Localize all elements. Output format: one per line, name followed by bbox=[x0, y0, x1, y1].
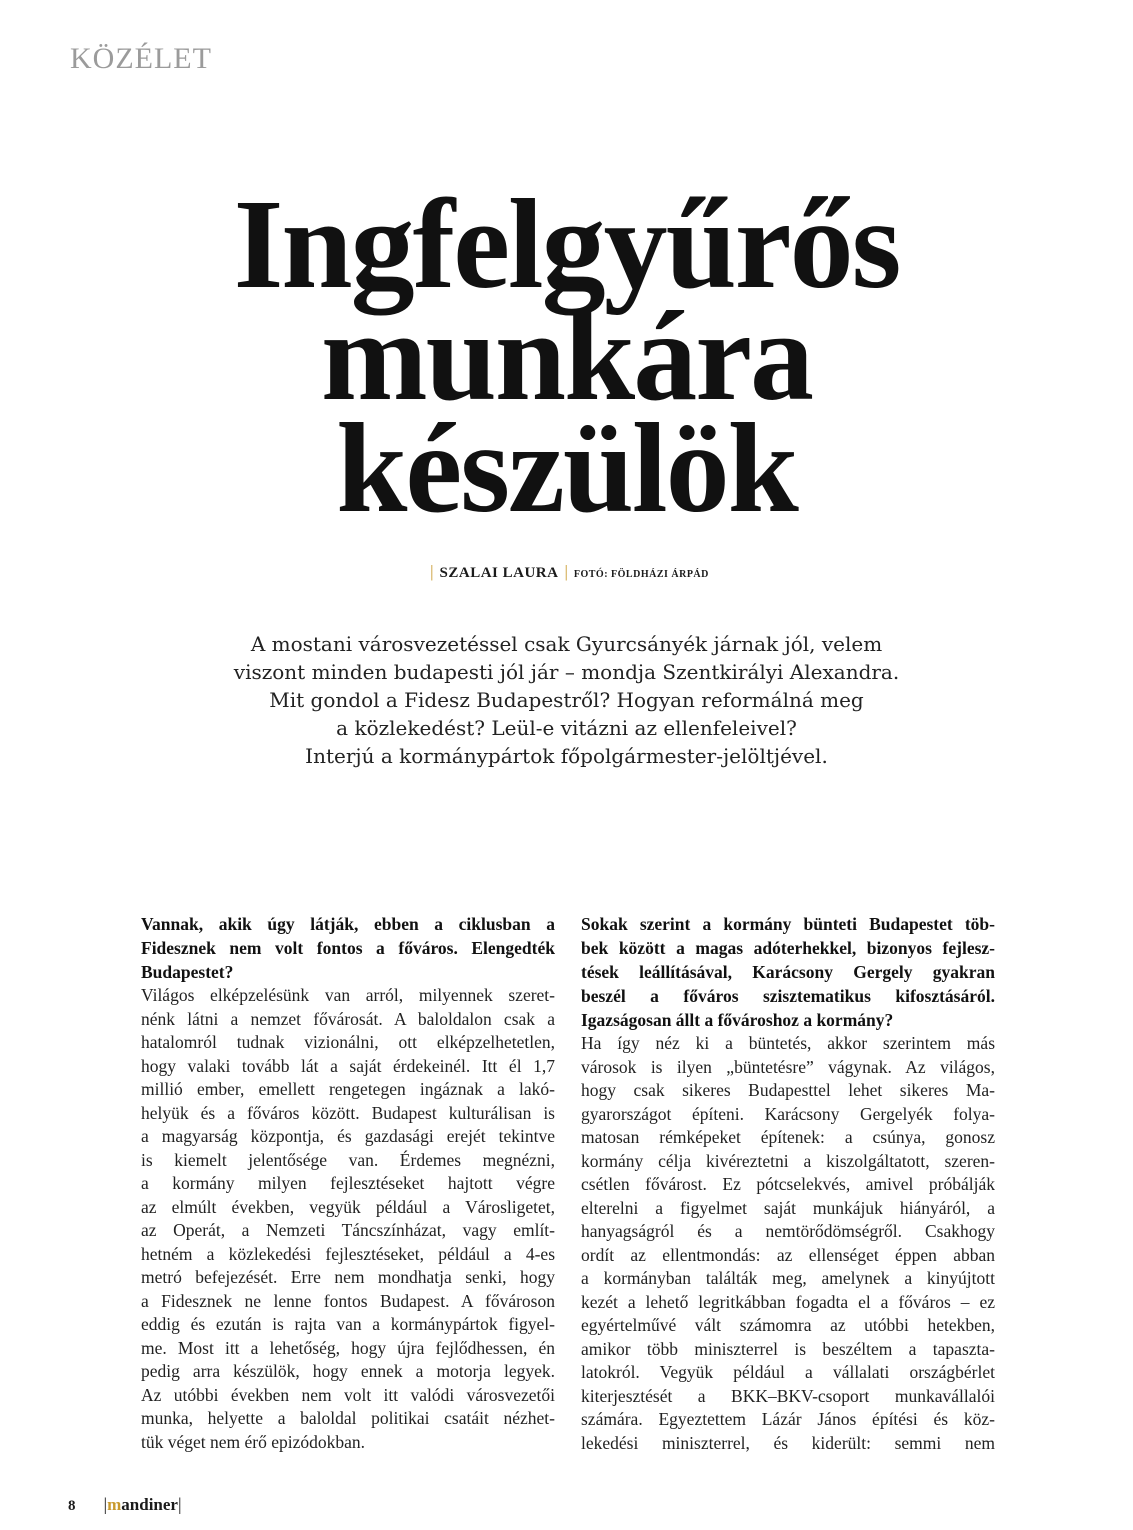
answer-line: metró befejezését. Erre nem mondhatja senki, hogy bbox=[141, 1267, 555, 1287]
answer-line: a kormány milyen fejlesztéseket hajtott végre bbox=[141, 1173, 555, 1193]
section-label: KÖZÉLET bbox=[70, 42, 212, 75]
answer-line: lekedési miniszterrel, és kiderült: semmi nem bbox=[581, 1432, 995, 1453]
headline-line: munkára bbox=[321, 285, 812, 427]
answer-line: a Fidesznek ne lenne fontos Budapest. A fővároson bbox=[141, 1290, 555, 1311]
lead-line: a közlekedést? Leül-e vitázni az ellenfeleivel? bbox=[336, 716, 797, 740]
question-line: tések leállításával, Karácsony Gergely gyakran bbox=[581, 962, 995, 982]
question-line: Vannak, akik úgy látják, ebben a ciklusban a bbox=[141, 914, 555, 934]
left-column bbox=[141, 912, 555, 1454]
lead-paragraph bbox=[0, 630, 1133, 770]
answer-line: eddig és ezután is rajta van a kormánypártok figyel- bbox=[141, 1314, 555, 1334]
answer-line: kiterjesztését a BKK–BKV-csoport munkavállalói bbox=[581, 1385, 995, 1406]
byline-divider: | bbox=[430, 562, 434, 581]
answer-line: az elmúlt években, vegyük például a Városligetet, bbox=[141, 1196, 555, 1217]
interview-answer bbox=[141, 984, 555, 1454]
answer-line: számára. Egyeztettem Lázár János építési és köz- bbox=[581, 1409, 995, 1429]
answer-line: matosan rémképeket építenek: a csúnya, gonosz bbox=[581, 1127, 995, 1147]
lead-line: A mostani városvezetéssel csak Gyurcsányék járnak jól, velem bbox=[250, 632, 883, 656]
answer-line: munka, helyette a baloldal politikai csatáit nézhet- bbox=[141, 1408, 555, 1428]
lead-line: viszont minden budapesti jól jár – mondja Szentkirályi Alexandra. bbox=[233, 660, 900, 684]
brand-logo bbox=[107, 1495, 178, 1514]
answer-line: amikor több miniszterrel is beszéltem a tapaszta- bbox=[581, 1338, 995, 1359]
question-line: bek között a magas adóterhekkel, bizonyos fejlesz- bbox=[581, 938, 995, 958]
lead-line: Mit gondol a Fidesz Budapestről? Hogyan reformálná meg bbox=[269, 688, 864, 712]
byline bbox=[0, 562, 1133, 582]
answer-line: a kormányban találták meg, amelynek a kinyújtott bbox=[581, 1268, 995, 1288]
brand-divider: | bbox=[177, 1494, 182, 1514]
answer-line: latokról. Vegyük például a vállalati országbérlet bbox=[581, 1362, 995, 1382]
photo-credit: FOTÓ: FÖLDHÁZI ÁRPÁD bbox=[573, 569, 709, 580]
answer-line: Ha így néz ki a büntetés, akkor szerintem más bbox=[581, 1033, 995, 1053]
answer-line: városok is ilyen „büntetésre” vágynak. Az világos, bbox=[581, 1056, 995, 1077]
answer-line: hogy csak sikeres Budapesttel lehet sikeres Ma- bbox=[581, 1080, 995, 1100]
brand-logo-m: m bbox=[107, 1495, 122, 1514]
answer-line: helyük és a főváros között. Budapest kulturálisan is bbox=[141, 1102, 555, 1123]
answer-line: pedig arra készülök, hogy ennek a motorja legyek. bbox=[141, 1361, 555, 1381]
headline-line: Ingfelgyűrős bbox=[233, 173, 900, 315]
interview-question bbox=[581, 912, 995, 1032]
question-line: Sokak szerint a kormány bünteti Budapestet töb- bbox=[581, 914, 995, 934]
answer-line: nénk látni a nemzet fővárosát. A baloldalon csak a bbox=[141, 1008, 555, 1029]
page-number: 8 bbox=[68, 1498, 76, 1514]
headline bbox=[0, 173, 1133, 539]
answer-line: hogy valaki tovább lát a saját érdekeinél. Itt él 1,7 bbox=[141, 1055, 555, 1076]
answer-line: Világos elképzelésünk van arról, milyennek szeret- bbox=[141, 985, 555, 1005]
answer-line: is kiemelt jelentősége van. Érdemes megnézni, bbox=[141, 1149, 555, 1170]
answer-line: gyarországot építeni. Karácsony Gergelyék folya- bbox=[581, 1103, 995, 1124]
answer-line: elterelni a figyelmet saját munkájuk hiányáról, a bbox=[581, 1197, 995, 1218]
answer-line: Az utóbbi években nem volt itt valódi városvezetői bbox=[141, 1384, 555, 1405]
byline-divider: | bbox=[564, 562, 568, 581]
answer-line: a magyarság központja, és gazdasági erejét tekintve bbox=[141, 1126, 555, 1146]
answer-line: hatalomról tudnak vizionálni, ott elképzelhetetlen, bbox=[141, 1032, 555, 1052]
right-column bbox=[581, 912, 995, 1455]
brand-logo-text: andiner bbox=[121, 1495, 178, 1514]
answer-line: az Operát, a Nemzeti Táncszínházat, vagy említ- bbox=[141, 1220, 555, 1240]
headline-line: készülök bbox=[336, 397, 797, 539]
interview-answer bbox=[581, 1032, 995, 1455]
brand-divider: | bbox=[103, 1494, 108, 1514]
answer-line: millió ember, emellett rengetegen ingáznak a lakó- bbox=[141, 1079, 555, 1099]
answer-line: egyértelművé vált számomra az utóbbi hetekben, bbox=[581, 1315, 995, 1335]
question-line: Fidesznek nem volt fontos a főváros. Elengedték bbox=[141, 938, 555, 958]
answer-line: me. Most itt a lehetőség, hogy újra fejlődhessen, én bbox=[141, 1337, 555, 1358]
question-line: Budapestet? bbox=[141, 962, 234, 982]
answer-line: hanyagságról és a nemtörődömségről. Csakhogy bbox=[581, 1221, 995, 1241]
page-footer bbox=[68, 1494, 182, 1515]
answer-line: ordít az ellentmondás: az ellenséget éppen abban bbox=[581, 1244, 995, 1265]
answer-line: kezét a lehető legritkábban fogadta el a főváros – ez bbox=[581, 1291, 995, 1312]
answer-line: csétlen fővárost. Ez pótcselekvés, amivel próbálják bbox=[581, 1174, 995, 1194]
question-line: Igazságosan állt a fővároshoz a kormány? bbox=[581, 1010, 894, 1030]
answer-line: tük véget nem érő epizódokban. bbox=[141, 1431, 366, 1452]
author: SZALAI LAURA bbox=[439, 565, 559, 581]
answer-line: hetném a közlekedési fejlesztéseket, például a 4-es bbox=[141, 1243, 555, 1264]
answer-line: kormány célja kivéreztetni a kiszolgáltatott, szeren- bbox=[581, 1150, 995, 1171]
interview-question bbox=[141, 912, 555, 984]
question-line: beszél a főváros szisztematikus kifosztásáról. bbox=[581, 986, 995, 1006]
lead-line: Interjú a kormánypártok főpolgármester-jelöltjével. bbox=[305, 744, 828, 768]
